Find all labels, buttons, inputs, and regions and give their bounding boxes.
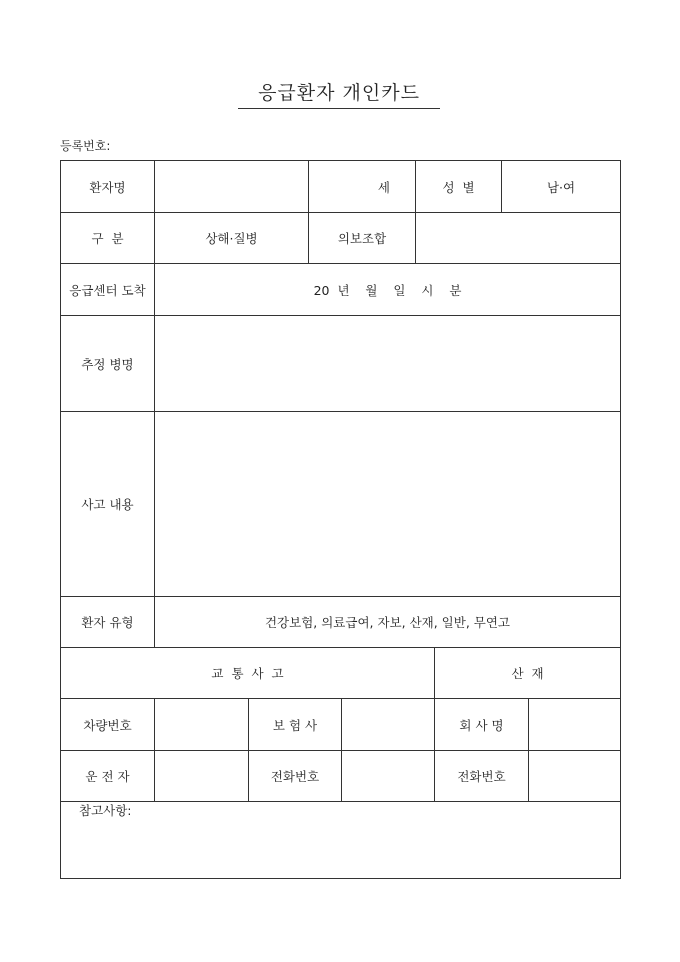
sex-options[interactable]: 남·여 bbox=[546, 179, 576, 195]
insurer-field[interactable] bbox=[342, 699, 434, 750]
accident-description-field[interactable] bbox=[155, 412, 620, 596]
insurer-label: 보 험 사 bbox=[272, 717, 318, 733]
phone-number-label: 전화번호 bbox=[270, 769, 320, 784]
accident-description-label: 사고 내용 bbox=[81, 497, 134, 512]
traffic-accident-header: 교 통 사 고 bbox=[211, 666, 284, 681]
sex-label: 성 별 bbox=[442, 179, 475, 195]
driver-field[interactable] bbox=[155, 751, 248, 801]
arrival-datetime-field[interactable]: 20 년 월 일 시 분 bbox=[313, 282, 462, 298]
company-name-field[interactable] bbox=[529, 699, 620, 750]
notes-field[interactable] bbox=[61, 802, 620, 878]
category-options[interactable]: 상해·질병 bbox=[205, 231, 258, 246]
patient-type-options[interactable]: 건강보험, 의료급여, 자보, 산재, 일반, 무연고 bbox=[264, 615, 510, 630]
driver-label: 운 전 자 bbox=[85, 769, 130, 784]
age-unit: 세 bbox=[377, 179, 390, 195]
age-field[interactable] bbox=[309, 161, 415, 212]
diagnosis-label: 추정 병명 bbox=[81, 356, 134, 372]
patient-name-field[interactable] bbox=[155, 161, 308, 212]
company-phone-field[interactable] bbox=[529, 751, 620, 801]
patient-type-label: 환자 유형 bbox=[81, 615, 134, 630]
patient-name-label: 환자명 bbox=[89, 179, 126, 195]
phone-number-field[interactable] bbox=[342, 751, 434, 801]
insurance-union-label: 의보조합 bbox=[337, 231, 387, 246]
patient-card-form bbox=[60, 160, 621, 879]
vehicle-number-field[interactable] bbox=[155, 699, 248, 750]
company-name-label: 회 사 명 bbox=[459, 717, 504, 733]
arrival-label: 응급센터 도착 bbox=[69, 282, 146, 298]
industrial-accident-header: 산 재 bbox=[511, 666, 544, 681]
category-label: 구 분 bbox=[91, 231, 124, 246]
insurance-union-field[interactable] bbox=[416, 213, 620, 263]
registration-number-label: 등록번호: bbox=[60, 139, 111, 153]
company-phone-label: 전화번호 bbox=[457, 769, 506, 784]
notes-label: 참고사항: bbox=[79, 803, 132, 818]
diagnosis-field[interactable] bbox=[155, 316, 620, 411]
document-title: 응급환자 개인카드 bbox=[238, 78, 440, 109]
vehicle-number-label: 차량번호 bbox=[83, 717, 132, 733]
